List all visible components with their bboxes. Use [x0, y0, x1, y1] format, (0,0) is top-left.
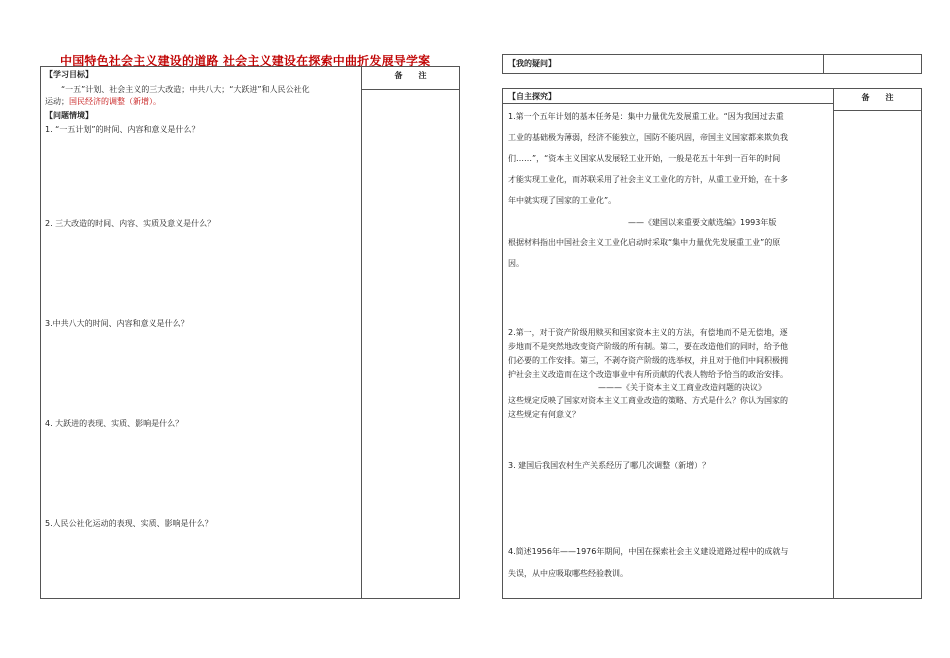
- material-2-line-3: 们必要的工作安排。第三，不剥夺资产阶级的选举权，并且对于他们中间积极拥: [508, 356, 788, 365]
- material-2-line-2: 步地而不是突然地改变资产阶级的所有制。第二，要在改造他们的同时，给予他: [508, 342, 788, 351]
- question-4-line-2: 失误，从中应吸取哪些经验教训。: [508, 569, 628, 578]
- page-title: 中国特色社会主义建设的道路 社会主义建设在探索中曲折发展导学案: [60, 54, 431, 68]
- material-2-task-line-1: 这些规定反映了国家对资本主义工商业改造的策略、方式是什么？你认为国家的: [508, 396, 788, 405]
- left-notes-header: 备 注: [394, 71, 427, 80]
- goals-line-2: [45, 95, 161, 108]
- question-4-line-1: 4.简述1956年——1976年期间，中国在探索社会主义建设道路过程中的成就与: [508, 547, 789, 556]
- right-header-rule-left: [502, 103, 833, 104]
- question-3-rural: 3. 建国后我国农村生产关系经历了哪几次调整（新增）？: [508, 461, 711, 470]
- goals-line-2-new: 国民经济的调整（新增）。: [69, 97, 161, 106]
- material-1-source: ——《建国以来重要文献选编》1993年版: [628, 218, 777, 227]
- doubts-header: 【我的疑问】: [508, 59, 556, 68]
- material-2-line-1: 2.第一，对于资产阶级用赎买和国家资本主义的方法，有偿地而不是无偿地，逐: [508, 328, 788, 337]
- material-1-line-1: 1.第一个五年计划的基本任务是：集中力量优先发展重工业。“因为我国过去重: [508, 112, 784, 121]
- material-1-line-4: 才能实现工业化，而苏联采用了社会主义工业化的方针，从重工业开始，在十多: [508, 175, 788, 184]
- material-1-task-line-2: 因。: [508, 259, 524, 268]
- material-1-line-2: 工业的基础极为薄弱，经济不能独立，国防不能巩固，帝国主义国家都来欺负我: [508, 133, 788, 142]
- material-2-line-4: 护社会主义改造而在这个改造事业中有所贡献的代表人物给予恰当的政治安排。: [508, 370, 788, 379]
- material-2-task-line-2: 这些规定有何意义？: [508, 410, 580, 419]
- doubts-table: [502, 54, 922, 74]
- left-notes-divider: [361, 66, 362, 599]
- question-5: 5.人民公社化运动的表现、实质、影响是什么？: [45, 519, 213, 528]
- material-1-task-line-1: 根据材料指出中国社会主义工业化启动时采取“集中力量优先发展重工业”的原: [508, 238, 781, 247]
- material-1-line-5: 年中就实现了国家的工业化”。: [508, 196, 617, 205]
- doubts-divider: [823, 54, 824, 74]
- right-notes-divider: [833, 88, 834, 599]
- goals-header: 【学习目标】: [45, 70, 93, 79]
- goals-line-2-prefix: 运动；: [45, 97, 69, 106]
- right-notes-header-rule: [833, 110, 922, 111]
- goals-line-1: “一五”计划、社会主义的三大改造；中共八大；“大跃进”和人民公社化: [61, 85, 310, 94]
- question-3: 3.中共八大的时间、内容和意义是什么？: [45, 319, 189, 328]
- left-notes-header-rule: [361, 89, 460, 90]
- question-1: 1. “一五计划”的时间、内容和意义是什么？: [45, 125, 200, 134]
- question-2: 2. 三大改造的时间、内容、实质及意义是什么？: [45, 219, 216, 228]
- material-1-line-3: 们……”，“资本主义国家从发展轻工业开始，一般是花五十年到一百年的时间: [508, 154, 781, 163]
- question-4: 4. 大跃进的表现、实质、影响是什么？: [45, 419, 184, 428]
- material-2-source: ———《关于资本主义工商业改造问题的决议》: [598, 383, 766, 392]
- explore-header: 【自主探究】: [508, 92, 556, 101]
- questions-header: 【问题情境】: [45, 111, 93, 120]
- right-notes-header: 备 注: [861, 93, 894, 102]
